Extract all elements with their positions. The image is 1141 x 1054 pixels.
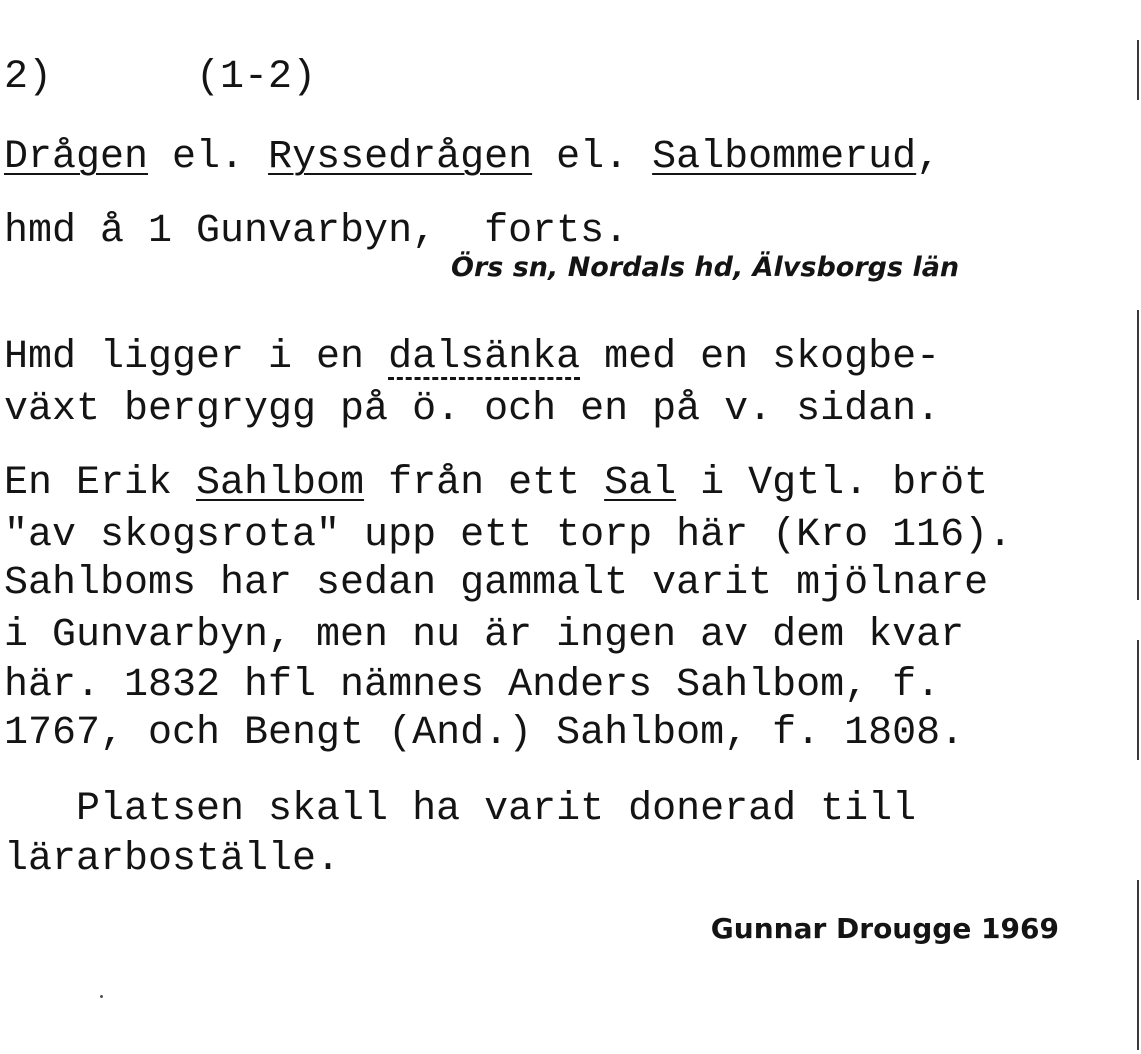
card-edge-mark	[1137, 310, 1139, 600]
para2-line4: i Gunvarbyn, men nu är ingen av dem kvar	[4, 613, 965, 658]
para2-line6: 1767, och Bengt (And.) Sahlbom, f. 1808.	[4, 711, 965, 756]
para3-line1: Platsen skall ha varit donerad till	[4, 787, 917, 832]
card-number-line	[4, 54, 316, 102]
sal-word: Sal	[604, 461, 677, 506]
para2-line5: här. 1832 hfl nämnes Anders Sahlbom, f.	[4, 663, 941, 708]
card-edge-mark	[1137, 40, 1139, 100]
scan-speck	[100, 995, 103, 998]
para1-line1: Hmd ligger i en dalsänka med en skogbe-	[4, 335, 941, 380]
location-stamp: Örs sn, Nordals hd, Älvsborgs län	[451, 252, 960, 283]
subtitle-text: hmd å 1 Gunvarbyn,	[4, 209, 437, 254]
signature: Gunnar Drougge 1969	[710, 912, 1059, 945]
sahlbom-word: Sahlbom	[196, 461, 365, 506]
dalsanka-word: dalsänka	[388, 335, 581, 380]
place-name-line: Drågen el. Ryssedrågen el. Salbommerud,	[4, 135, 941, 180]
para2-line1: En Erik Sahlbom från ett Sal i Vgtl. bröt	[4, 461, 989, 506]
subtitle-line	[4, 208, 628, 256]
para3-line2: lärarboställe.	[4, 837, 341, 882]
para1-line2: växt bergrygg på ö. och en på v. sidan.	[4, 387, 941, 432]
forts-text: forts.	[484, 209, 629, 254]
card-edge-mark	[1137, 640, 1139, 760]
card-edge-mark	[1137, 880, 1139, 1050]
para2-line2: "av skogsrota" upp ett torp här (Kro 116).	[4, 513, 1013, 558]
place-name-salbommerud: Salbommerud	[652, 135, 917, 180]
place-name-ryssedragen: Ryssedrågen	[268, 135, 533, 180]
card-range: (1-2)	[196, 55, 317, 100]
place-name-dragen: Drågen	[4, 135, 149, 180]
para2-line3: Sahlboms har sedan gammalt varit mjölnare	[4, 561, 989, 606]
card-number: 2)	[4, 55, 53, 100]
